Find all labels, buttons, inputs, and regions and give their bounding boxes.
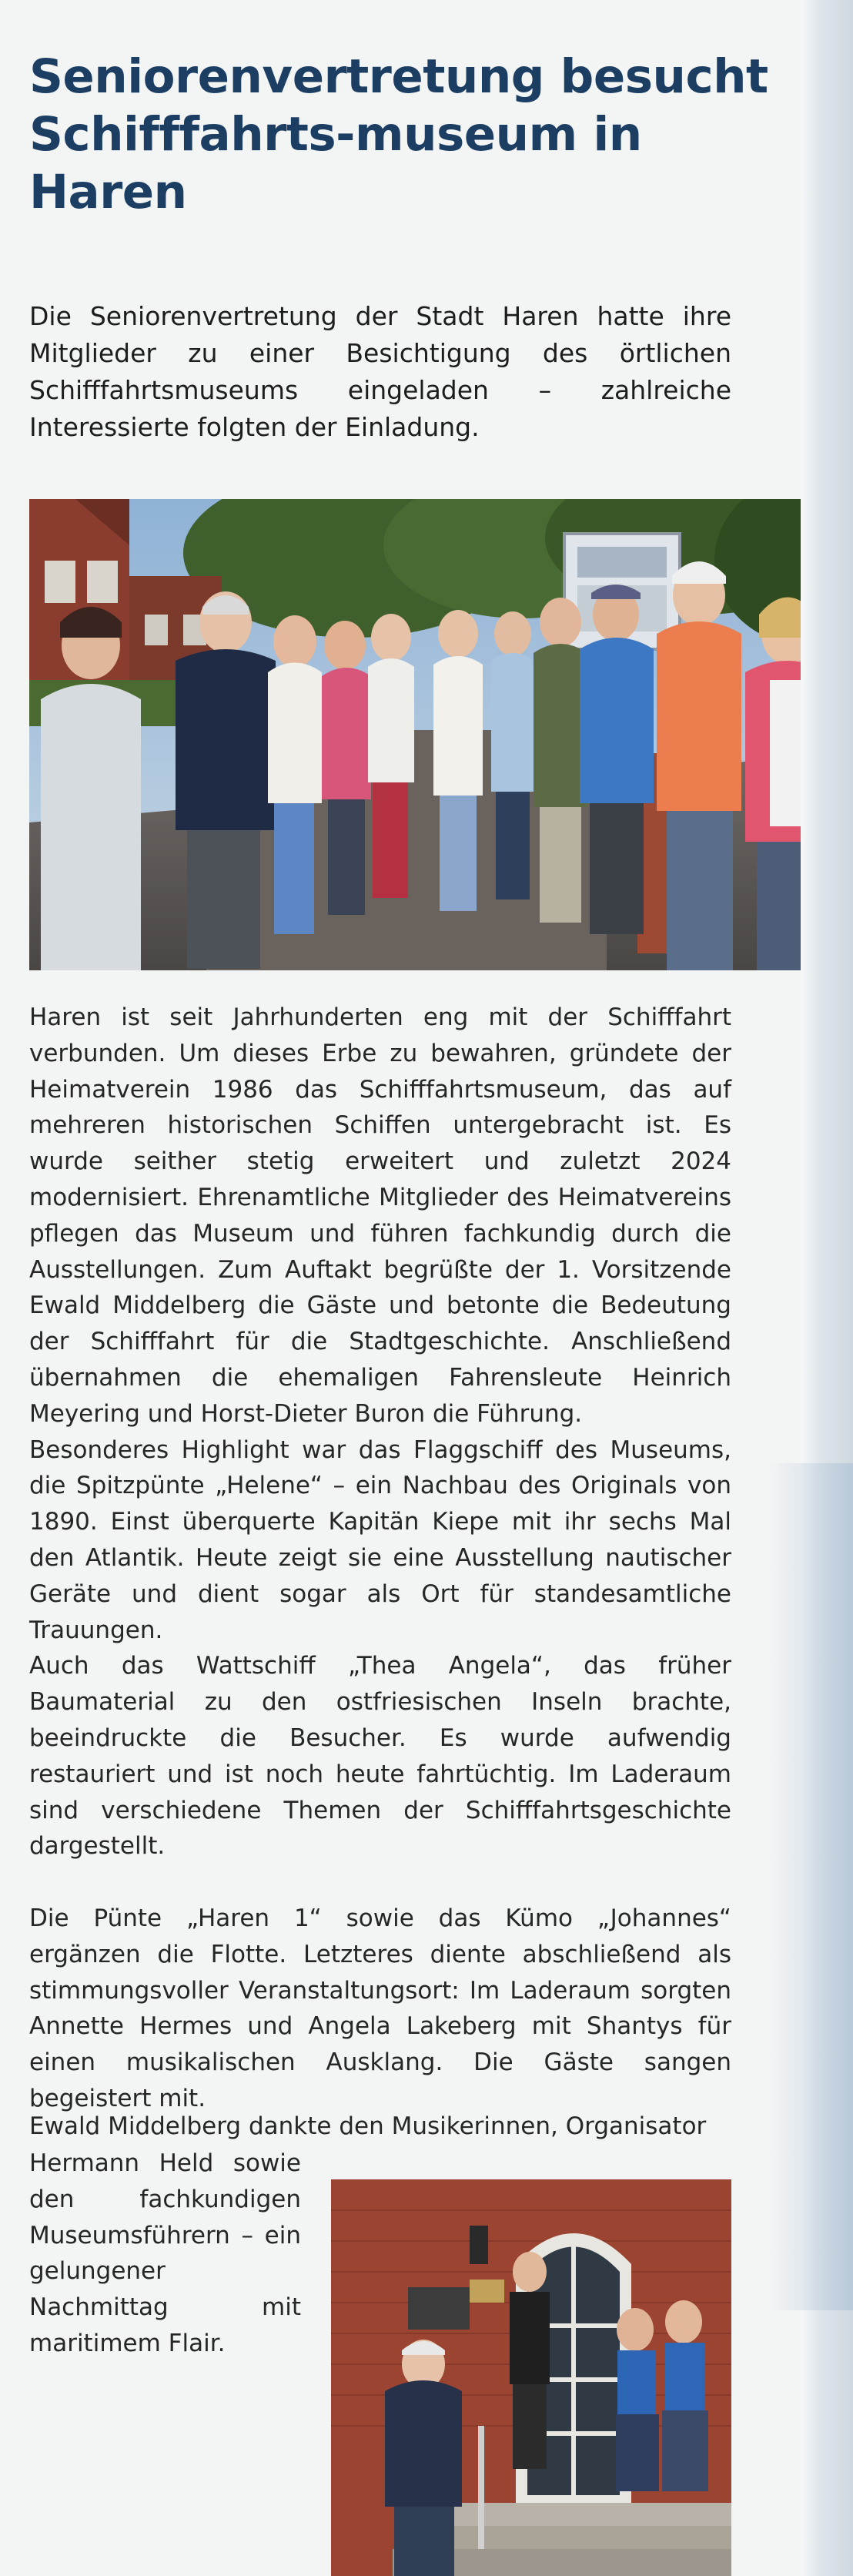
article-title: Seniorenvertretung besucht Schifffahrts-museum in Haren (29, 49, 768, 219)
museum-door-photo-illustration (331, 2179, 731, 2576)
group-photo-illustration (29, 499, 816, 970)
paragraph-fleet: Die Pünte „Haren 1“ sowie das Kümo „Johannes“ ergänzen die Flotte. Letzteres diente abschließend als stimmungsvoller Veranstaltungsort: Im Laderaum sorgten Annette Hermes und Angela Lakeberg mit Shantys für einen musikalischen Ausklang. Die Gäste sangen begeistert mit. (29, 1904, 731, 2112)
bleed-through-band (770, 1463, 853, 2310)
paragraph-thea-angela: Auch das Wattschiff „Thea Angela“, das früher Baumaterial zu den ostfriesischen Inseln brachte, beeindruckte die Besucher. Es wurde aufwendig restauriert und ist noch heute fahrtüchtig. Im Laderaum sind verschiedene Themen der Schifffahrtsgeschichte dargestellt. (29, 1652, 731, 1861)
article-intro: Die Seniorenvertretung der Stadt Haren hatte ihre Mitglieder zu einer Besichtigung des örtlichen Schifffahrtsmuseums eingeladen – zahlreiche Interessierte folgten der Einladung. (29, 301, 731, 442)
museum-door-photo (331, 2179, 731, 2576)
paragraph-history: Haren ist seit Jahrhunderten eng mit der Schifffahrt verbunden. Um dieses Erbe zu bewahren, gründete der Heimatverein 1986 das Schifffahrtsmuseum, das auf mehreren historischen Schiffen untergebracht ist. Es wurde seither stetig erweitert und zuletzt 2024 modernisiert. Ehrenamtliche Mitglieder des Heimatvereins pflegen das Museum und führen fachkundig durch die Ausstellungen. Zum Auftakt begrüßte der 1. Vorsitzende Ewald Middelberg die Gäste und betonte die Bedeutung der Schifffahrt für die Stadtgeschichte. Anschließend übernahmen die ehemaligen Fahrensleute Heinrich Meyering und Horst-Dieter Buron die Führung. (29, 1003, 731, 1428)
closing-text: Hermann Held sowie den fachkundigen Museumsführern – ein gelungener Nachmittag mit maritimem Flair. (29, 2149, 301, 2357)
article-body (29, 1000, 731, 2117)
group-photo (29, 499, 816, 970)
closing-first-line: Ewald Middelberg dankte den Musikerinnen, Organisator (29, 2112, 707, 2140)
paragraph-helene: Besonderes Highlight war das Flaggschiff des Museums, die Spitzpünte „Helene“ – ein Nachbau des Originals von 1890. Einst überquerte Kapitän Kiepe mit ihr sechs Mal den Atlantik. Heute zeigt sie eine Ausstellung nautischer Geräte und dient sogar als Ort für standesamtliche Trauungen. (29, 1435, 731, 1644)
